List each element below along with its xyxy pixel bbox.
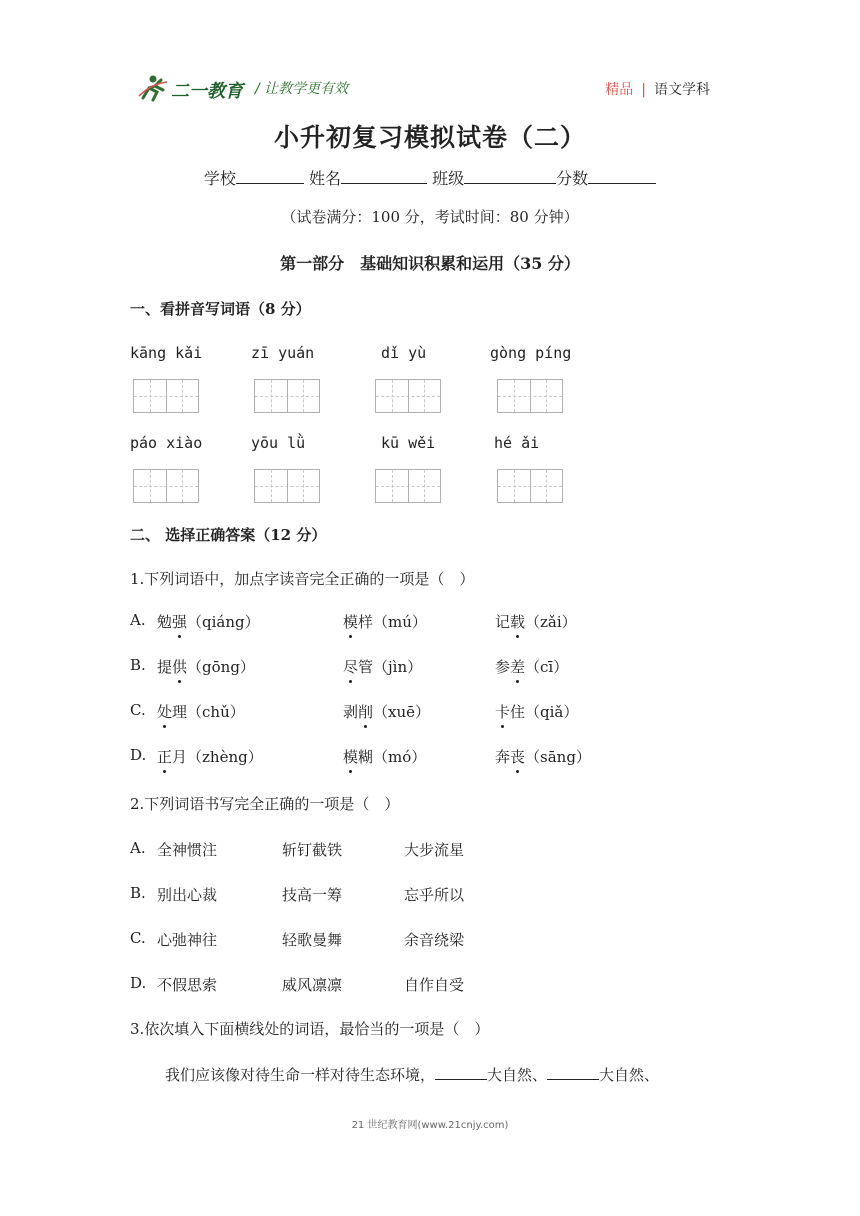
q2-option-d[interactable]: D. xyxy=(130,974,147,992)
q1-b-word1: 提供（gōng） xyxy=(157,658,255,676)
page-title: 小升初复习模拟试卷（二） xyxy=(273,123,586,152)
pinyin-3: dǐ yù xyxy=(381,344,427,362)
brand-logo xyxy=(137,74,247,102)
question-3: 3.依次填入下面横线处的词语，最恰当的一项是（ ） xyxy=(130,1020,490,1038)
pinyin-5: páo xiào xyxy=(130,434,203,452)
school-label: 学校 xyxy=(203,169,236,188)
answer-grid[interactable] xyxy=(133,469,199,503)
q2-a-word2: 斩钉截铁 xyxy=(282,841,343,859)
class-blank xyxy=(464,169,556,184)
q1-c-word2: 剥削（xuē） xyxy=(343,703,431,721)
section1-heading: 一、看拼音写词语（8 分） xyxy=(130,300,311,318)
q2-b-word3: 忘乎所以 xyxy=(404,886,465,904)
part-heading: 第一部分 基础知识积累和运用（35 分） xyxy=(280,254,580,273)
q1-d-word3: 奔丧（sāng） xyxy=(495,748,591,766)
question-2: 2.下列词语书写完全正确的一项是（ ） xyxy=(130,795,400,813)
q2-b-word2: 技高一筹 xyxy=(282,886,343,904)
q1-option-a[interactable]: A. xyxy=(130,611,146,629)
header-tags xyxy=(605,79,710,99)
q2-option-a[interactable]: A. xyxy=(130,839,146,857)
student-info-line xyxy=(0,166,860,189)
fill-blank-2[interactable] xyxy=(547,1065,599,1080)
score-blank xyxy=(588,169,656,184)
class-label: 班级 xyxy=(432,169,465,188)
tag-subject: 语文学科 xyxy=(654,82,710,98)
q1-b-word3: 参差（cī） xyxy=(495,658,569,676)
exam-note: （试卷满分：100 分，考试时间：80 分钟） xyxy=(281,208,579,226)
q1-c-word1: 处理（chǔ） xyxy=(157,703,245,721)
page-footer: 21 世纪教育网(www.21cnjy.com) xyxy=(351,1120,509,1131)
tag-quality: 精品 xyxy=(605,82,634,98)
pinyin-7: kū wěi xyxy=(381,434,436,452)
q2-a-word3: 大步流星 xyxy=(404,841,465,859)
answer-grid[interactable] xyxy=(375,379,441,413)
q1-d-word1: 正月（zhèng） xyxy=(157,748,263,766)
pinyin-2: zī yuán xyxy=(251,344,315,362)
answer-grid[interactable] xyxy=(497,469,563,503)
tag-separator: | xyxy=(641,82,646,98)
q2-c-word1: 心弛神往 xyxy=(157,931,218,949)
section2-heading: 二、 选择正确答案（12 分） xyxy=(130,526,327,544)
pinyin-1: kāng kǎi xyxy=(130,344,203,362)
q2-c-word2: 轻歌曼舞 xyxy=(282,931,343,949)
answer-grid[interactable] xyxy=(497,379,563,413)
q2-option-b[interactable]: B. xyxy=(130,884,146,902)
q1-c-word3: 卡住（qiǎ） xyxy=(495,703,579,721)
pinyin-4: gòng píng xyxy=(490,344,572,362)
q1-b-word2: 尽管（jìn） xyxy=(343,658,423,676)
q1-option-d[interactable]: D. xyxy=(130,746,147,764)
q2-d-word1: 不假思索 xyxy=(157,976,218,994)
score-label: 分数 xyxy=(556,169,589,188)
question-3-passage: 我们应该像对待生命一样对待生态环境， 大自然、 大自然、 xyxy=(165,1066,660,1084)
q2-d-word2: 威风凛凛 xyxy=(282,976,343,994)
q2-option-c[interactable]: C. xyxy=(130,929,146,947)
q2-b-word1: 别出心裁 xyxy=(157,886,218,904)
header-slogan: / 让教学更有效 xyxy=(255,81,349,97)
q2-a-word1: 全神惯注 xyxy=(157,841,218,859)
q1-option-c[interactable]: C. xyxy=(130,701,146,719)
q1-d-word2: 模糊（mó） xyxy=(343,748,427,766)
answer-grid[interactable] xyxy=(254,379,320,413)
name-label: 姓名 xyxy=(308,169,341,188)
question-1: 1.下列词语中，加点字读音完全正确的一项是（ ） xyxy=(130,570,475,588)
answer-grid[interactable] xyxy=(375,469,441,503)
q2-d-word3: 自作自受 xyxy=(404,976,465,994)
school-blank xyxy=(236,169,304,184)
q1-a-word1: 勉强（qiáng） xyxy=(157,613,260,631)
pinyin-6: yōu lǜ xyxy=(251,434,306,452)
q1-option-b[interactable]: B. xyxy=(130,656,146,674)
answer-grid[interactable] xyxy=(254,469,320,503)
pinyin-8: hé ǎi xyxy=(494,434,540,452)
fill-blank-1[interactable] xyxy=(435,1065,487,1080)
logo-text: 二一教育 xyxy=(171,81,243,102)
name-blank xyxy=(341,169,427,184)
q1-a-word3: 记载（zǎi） xyxy=(495,613,577,631)
q1-a-word2: 模样（mú） xyxy=(343,613,427,631)
q2-c-word3: 余音绕梁 xyxy=(404,931,465,949)
answer-grid[interactable] xyxy=(133,379,199,413)
